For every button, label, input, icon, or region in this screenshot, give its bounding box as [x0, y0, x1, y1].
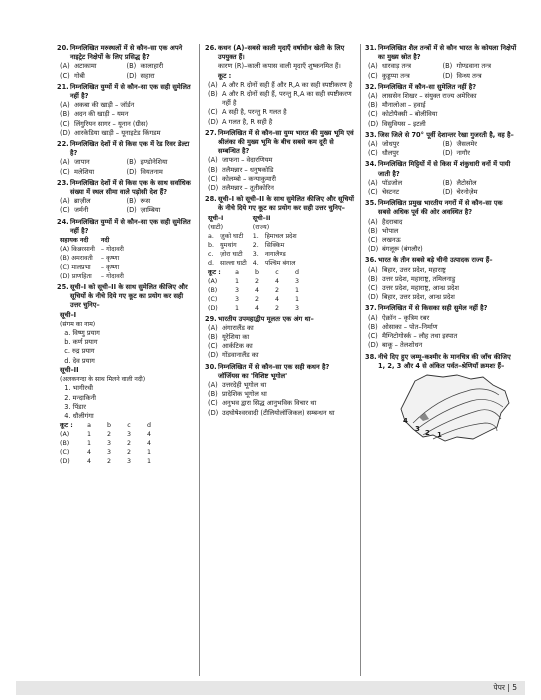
option: (D) सहारा [126, 71, 155, 80]
question-number: 25. [57, 283, 69, 292]
question-31 [365, 44, 517, 81]
table-row: (C) मालप्रभा – कृष्णा [60, 264, 120, 272]
option: (A) ब्राज़ील [60, 197, 91, 206]
question-32 [365, 83, 517, 129]
column-header: सहायक नदी [60, 237, 89, 245]
option: (D) उदघोषेश्वरवादी (टीलियोलॉजिकल) सम्बन्धन था [208, 408, 335, 417]
option: (B) जैसलमेर [442, 140, 477, 149]
option: (B) गोण्डवाना तन्त्र [442, 62, 491, 71]
option: (A) A और R दोनों सही हैं और R,A का सही स्पष्टीकरण है [208, 80, 353, 89]
option: (A) जोधपुर [368, 140, 400, 149]
option: (C) कोटोपैक्सी – बोलीविया [368, 110, 438, 119]
option: (B) लैटोसोल [442, 178, 477, 187]
question-number: 27. [205, 128, 217, 137]
question-text: निम्नलिखित मरुस्थलों में से कौन–सा एक अपने नाइट्रेट निक्षेपों के लिए प्रसिद्ध है? [70, 44, 183, 62]
option: (A) हैदराबाद [368, 217, 403, 226]
question-number: 26. [205, 44, 217, 52]
question-subtext: जॉर्जियस का 'विशिष्ट भूगोल' [218, 371, 288, 380]
map-label: 1 [437, 430, 442, 439]
option: (C) लिंगुरियन सागर – यूनान (ग्रीस) [60, 119, 148, 128]
question-text: निम्नलिखित शैल तन्त्रों में से कौन भारत के कोयला निक्षेपों का मुख्य स्रोत है? [378, 44, 517, 62]
map-outline-image [393, 373, 513, 443]
option: (A) बिहार, उत्तर प्रदेश, महाराष्ट्र [368, 265, 446, 274]
column-divider [360, 44, 361, 676]
question-text: निम्नलिखित देशों में से किस एक में रेड रिवर डेल्टा है? [70, 140, 190, 158]
table-row: (B) 1 3 2 4 [60, 440, 151, 448]
question-22 [57, 140, 193, 177]
option: (A) ऐक्रॉन – कृत्रिम रबर [368, 313, 430, 322]
question-text: निम्नलिखित प्रमुख भारतीय नगरों में से कौन–सा एक सबसे अधिक पूर्व की ओर अवस्थित है? [378, 199, 503, 217]
option: (C) मैग्निटोगोर्स्क – लौह तथा इस्पात [368, 332, 458, 341]
option: (B) भोपाल [368, 226, 399, 235]
table-row: b. युमथांग 2. सिक्किम [208, 241, 285, 249]
question-37 [365, 304, 517, 350]
question-number: 34. [365, 160, 377, 169]
option: (B) रूस [126, 197, 151, 206]
question-25 [57, 283, 193, 466]
option: (D) आरकेडिया खाड़ी – यूनाइटेड किंगडम [60, 128, 161, 137]
option: (C) उत्तर प्रदेश, महाराष्ट्र, आन्ध्र प्रदेश [368, 284, 459, 293]
question-text: निम्नलिखित युग्मों में से कौन–सा एक सही सुमेलित नहीं है? [70, 82, 191, 101]
question-number: 33. [365, 130, 377, 139]
question-number: 24. [57, 217, 69, 226]
option: (A) जापान [60, 158, 90, 167]
option: (D) विसुवियस – इटली [368, 119, 426, 128]
option: (A) अकबा की खाड़ी – जॉर्डन [60, 101, 135, 110]
table-row: (B) 3 4 2 1 [208, 286, 299, 294]
option: (D) तलैमन्नार – तूतीकोरिन [208, 184, 274, 193]
list-item: b. कर्ण प्रयाग [64, 338, 98, 347]
table-row: (D) प्राणहिता – गोदावरी [60, 273, 124, 281]
table-row: c. ज़ोरा घाटी 3. नागालैण्ड [208, 250, 286, 258]
question-text: सूची–I को सूची–II के साथ सुमेलित कीजिए और सूचियों के नीचे दिये गए कूट का प्रयोग कर सही उत्तर चुनिए– [70, 283, 188, 310]
table-row: (A) 1 2 3 4 [60, 431, 151, 439]
option: (C) कुड्डप्पा तन्त्र [368, 71, 410, 80]
jammu-kashmir-map [393, 373, 513, 443]
option: (C) लखनऊ [368, 236, 401, 245]
option: (C) जर्मनी [60, 206, 89, 215]
question-text: निम्नलिखित में से किसका सही सुमेल नहीं है? [378, 304, 488, 313]
reason-text: कारण (R)–काली कपास वाली मृदाएँ शुष्कनमित हैं। [218, 62, 341, 71]
table-row: a. ज़ुको घाटी 1. हिमाचल प्रदेश [208, 232, 297, 240]
question-35 [365, 199, 517, 254]
column-2 [205, 44, 355, 420]
option: (B) मौनालोआ – हवाई [368, 101, 426, 110]
list-item: 4. धौलीगंगा [64, 411, 94, 420]
question-text: कथन (A)–सबसे काली मृदाएँ वर्षाधीन खेती के लिए उपयुक्त हैं। [218, 44, 345, 62]
option: (C) चेस्टनट [368, 188, 400, 197]
question-number: 30. [205, 362, 217, 371]
question-30 [205, 363, 355, 418]
option: (D) A गलत है, R सही है [208, 117, 273, 126]
option: (D) बिहार, उत्तर प्रदेश, आन्ध्र प्रदेश [368, 293, 455, 302]
list-title: सूची–I [208, 214, 224, 222]
table-row: (C) 4 3 2 1 [60, 449, 151, 457]
list-item: d. देव प्रयाग [64, 356, 95, 365]
question-text: भारत के तीन सबसे बड़े चीनी उत्पादक राज्य हैं– [378, 256, 493, 265]
question-number: 20. [57, 44, 69, 52]
page-number: पेपर | 5 [493, 683, 517, 692]
table-row: (A) 1 2 4 3 [208, 277, 299, 285]
question-33 [365, 131, 517, 159]
list-title: सूची–I [60, 310, 77, 319]
option: (D) बंगलूरू (बंगलौर) [368, 245, 423, 254]
table-row: (C) 3 2 4 1 [208, 295, 299, 303]
question-number: 31. [365, 44, 377, 52]
option: (D) चेरनोज़ेम [442, 188, 478, 197]
option: (A) अंगारालैंड का [208, 323, 254, 332]
match-table [205, 214, 300, 268]
question-text: सूची–I को सूची–II के साथ सुमेलित कीजिए और सूचियों के नीचे दिये गए कूट का प्रयोग कर सही उत्तर चुनिए– [218, 195, 354, 213]
pair-table [57, 236, 127, 281]
column-1 [57, 44, 193, 468]
question-number: 29. [205, 314, 217, 323]
option: (C) अनुभव द्वारा सिद्ध आनुभविक विचार था [208, 399, 317, 408]
option: (C) कोलम्बो – कन्याकुमारी [208, 174, 277, 183]
question-29 [205, 315, 355, 361]
option: (B) प्रादेशिक भूगोल था [208, 390, 267, 399]
option: (B) ओसाका – पोत–निर्माण [368, 322, 438, 331]
list-subtitle: (अलकनन्दा के साथ मिलने वाली नदी) [60, 376, 146, 384]
question-text: निम्नलिखित में से कौन–सा युग्म भारत की मुख्य भूमि एवं श्रीलंका की मुख्य भूमि के बीच सबसे कम दूरी से सम्बन्धित है? [218, 128, 354, 156]
option: (D) वियतनाम [126, 167, 163, 176]
list-item: 2. मन्दाकिनी [64, 393, 96, 402]
option: (B) तलैमन्नार – धनुषकोडि [208, 165, 274, 174]
list-item: c. रुद्र प्रयाग [64, 347, 95, 356]
question-number: 37. [365, 304, 377, 313]
option: (B) कालाहारी [126, 62, 164, 71]
map-label: 4 [403, 416, 408, 425]
table-row: (A) किन्नरसानी – गोदावरी [60, 246, 124, 254]
option: (D) ज़ाम्बिया [126, 206, 161, 215]
question-text: निम्नलिखित में से कौन–सा एक सही कथन है? [218, 362, 330, 371]
option: (B) A और R दोनों सही हैं, परन्तु R,A का सही स्पष्टीकरण नहीं है [208, 90, 352, 108]
table-row: (D) 1 4 2 3 [208, 304, 299, 312]
question-number: 38. [365, 352, 377, 361]
question-number: 21. [57, 82, 69, 91]
question-text: निम्नलिखित देशों में से किस एक के साथ सर्वाधिक संख्या में स्थल सीमा वाले पड़ोसी देश हैं? [70, 178, 191, 197]
option: (C) गोबी [60, 71, 85, 80]
option: (D) गोंडवानालैंड का [208, 351, 259, 360]
option: (A) अटाकामा [60, 62, 97, 71]
question-20 [57, 44, 193, 81]
table-row: (B) अमरावती – कृष्णा [60, 255, 120, 263]
option: (C) A सही है, परन्तु R गलत है [208, 108, 287, 117]
list-subtitle: (घाटी) [208, 223, 224, 231]
list-subtitle: (संगम का नाम) [60, 320, 96, 328]
option: (D) बाकू – तेलशोधन [368, 341, 423, 350]
option: (A) जाफना – वेदारणियम [208, 156, 273, 165]
question-text: जिस जिले से 70° पूर्वी देशान्तर रेखा गुजरती है, वह है– [378, 130, 514, 139]
question-28 [205, 195, 355, 312]
question-text: निम्नलिखित में कौन–सा सुमेलित नहीं है? [378, 82, 477, 91]
question-36 [365, 256, 517, 302]
option: (B) यूरेशिया का [208, 333, 250, 342]
column-3 [365, 44, 517, 445]
question-number: 32. [365, 82, 377, 91]
option: (B) इण्डोनेशिया [126, 158, 168, 167]
option: (A) लाससेन शिखर – संयुक्त राज्य अमेरिका [368, 92, 477, 101]
question-38 [365, 353, 517, 443]
column-divider [199, 44, 200, 676]
option: (D) विन्ध्य तन्त्र [442, 71, 482, 80]
question-text: भारतीय उपमहाद्वीप मूलतः एक अंग था– [218, 314, 314, 323]
option: (A) पॉडजोल [368, 178, 403, 187]
table-row: (D) 4 2 3 1 [60, 458, 151, 466]
option: (C) धौलपुर [368, 149, 399, 158]
map-label: 2 [425, 428, 430, 437]
question-text: निम्नलिखित मिट्टियों में से किस में शंकुधारी वनों में पायी जाती है? [378, 160, 511, 178]
question-number: 23. [57, 178, 69, 187]
option: (D) नागौर [442, 149, 470, 158]
option: (A) उत्तरदेही भूगोल था [208, 381, 267, 390]
question-number: 35. [365, 199, 377, 208]
code-table: कूट : a b c d (A) 1 2 4 3 (B) 3 4 2 1 (C) 3 2 4 1 (D) 1 4 2 3 [205, 268, 307, 313]
map-label: 3 [415, 424, 420, 433]
option: (B) अदन की खाड़ी – यमन [60, 110, 129, 119]
question-23 [57, 179, 193, 216]
question-text: नीचे दिए हुए जम्मू–कश्मीर के मानचित्र की जाँच कीजिए 1, 2, 3 और 4 से अंकित पर्वत–श्रेणियाँ क्रमशः हैं– [378, 352, 511, 370]
option: (C) मलेशिया [60, 167, 95, 176]
option: (C) आर्कटिक का [208, 342, 253, 351]
column-header: नदी [100, 237, 110, 245]
code-label: कूट : [218, 71, 232, 80]
option: (B) उत्तर प्रदेश, महाराष्ट्र, तमिलनाडु [368, 274, 456, 283]
question-24 [57, 218, 193, 281]
list-title: सूची–II [60, 365, 79, 374]
table-row: d. साल्ला घाटी 4. पश्चिम बंगाल [208, 259, 296, 267]
question-34 [365, 160, 517, 197]
page-footer [16, 681, 525, 695]
list-subtitle: (राज्य) [252, 223, 270, 231]
question-text: निम्नलिखित युग्मों में से कौन–सा एक सही सुमेलित नहीं है? [70, 217, 191, 235]
list-item: 3. पिंडार [64, 402, 86, 411]
list-item: 1. भागीरथी [64, 384, 93, 393]
question-number: 22. [57, 140, 69, 149]
list-item: a. विष्णु प्रयाग [64, 329, 100, 338]
list-title: सूची–II [252, 214, 271, 222]
question-number: 36. [365, 256, 377, 265]
question-27 [205, 129, 355, 193]
option: (A) धारवाड़ तन्त्र [368, 62, 411, 71]
question-26 [205, 44, 355, 127]
code-table: कूट : a b c d (A) 1 2 3 4 (B) 1 3 2 4 (C) 4 3 2 1 (D) 4 2 3 1 [57, 421, 159, 466]
question-number: 28. [205, 195, 217, 204]
question-21 [57, 83, 193, 138]
